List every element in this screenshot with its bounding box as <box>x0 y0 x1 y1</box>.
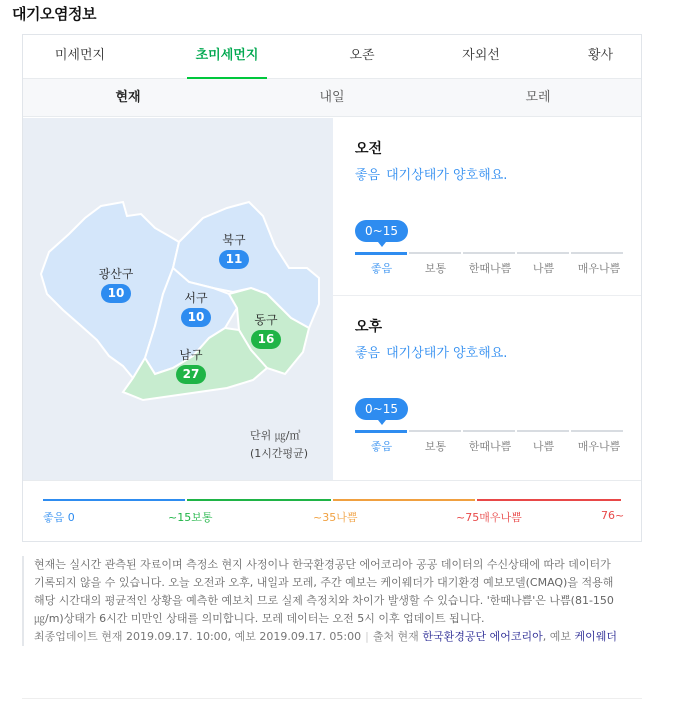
air-quality-card <box>22 34 642 542</box>
tab-today[interactable]: 현재 <box>115 90 141 105</box>
tab-fine-dust[interactable]: 미세먼지 <box>54 48 106 63</box>
grade-description: 대기상태가 양호해요. <box>386 346 508 361</box>
scale-label: 한때나쁨 <box>468 440 512 453</box>
scale-label: 매우나쁨 <box>577 262 621 275</box>
notice-text: 현재는 실시간 관측된 자료이며 측정소 현지 사정이나 한국환경공단 에어코리아 공공 데이터의 수신상태에 따라 데이터가 기록되지 않을 수 있습니다. 오늘 오전과 오후, 내일과 모레, 주간 예보는 케이웨더가 대기환경 예보모델(CMAQ)을 적용해 해당 시간대의 평균적인 상황을 예측한 예보치 므로 실제 측정치와 차이가 발생할 수 있습니다. '한때나쁨'은 나쁨(81-150㎍/m)상태가 6시간 미만인 상태를 의미합니다. 모레 데이터는 오전 5시 이후 업데이트 됩니다. <box>34 558 614 625</box>
legend-normal: ~15보통 <box>168 511 213 524</box>
scale-label: 좋음 <box>370 262 393 275</box>
status-am <box>355 164 507 183</box>
status-pm <box>355 342 507 361</box>
grade-scale-pm <box>355 430 623 432</box>
region-value-badge: 27 <box>176 365 206 384</box>
scale-label: 좋음 <box>370 440 393 453</box>
legend-line-bad <box>333 499 475 501</box>
update-time: 최종업데이트 현재 2019.09.17. 10:00, 예보 2019.09.17. 05:00 <box>34 630 362 643</box>
legend-line-very-bad <box>477 499 621 501</box>
scale-label: 보통 <box>424 262 447 275</box>
scale-segment <box>517 252 569 254</box>
grade-label: 좋음 <box>355 346 381 361</box>
tab-ozone[interactable]: 오존 <box>349 48 375 63</box>
period-pm: 오후 <box>355 319 383 335</box>
region-dong[interactable] <box>241 311 291 349</box>
legend-bad: ~35나쁨 <box>313 511 358 524</box>
region-map <box>23 118 333 480</box>
region-value-badge: 11 <box>219 250 249 269</box>
scale-segment <box>355 430 407 433</box>
scale-segment <box>463 252 515 254</box>
tab-yellow-dust[interactable]: 황사 <box>587 48 614 63</box>
tab-tomorrow[interactable]: 내일 <box>319 90 345 105</box>
region-name: 광산구 <box>98 267 134 281</box>
tab-uv[interactable]: 자외선 <box>462 48 500 63</box>
unit-note <box>250 427 308 463</box>
scale-segment <box>571 430 623 432</box>
scale-segment <box>355 252 407 255</box>
scale-label: 한때나쁨 <box>468 262 512 275</box>
source-airkorea-link[interactable]: 한국환경공단 에어코리아 <box>422 630 543 643</box>
unit-average: (1시간평균) <box>250 447 309 460</box>
region-name: 서구 <box>184 291 208 305</box>
grade-label: 좋음 <box>355 168 381 183</box>
region-name: 동구 <box>254 313 278 327</box>
legend-line-normal <box>187 499 331 501</box>
concentration-legend <box>23 480 641 542</box>
forecast-source-label: , <box>542 630 550 643</box>
region-name: 남구 <box>179 348 203 362</box>
scale-label: 나쁨 <box>532 440 555 453</box>
region-value-badge: 10 <box>181 308 211 327</box>
region-seo[interactable] <box>171 289 221 327</box>
period-am: 오전 <box>355 141 383 157</box>
region-name: 북구 <box>222 233 246 247</box>
range-bubble-am: 0~15 <box>355 220 408 242</box>
divider <box>333 295 641 296</box>
scale-segment <box>463 430 515 432</box>
legend-line-good <box>43 499 185 501</box>
legend-good: 좋음 0 <box>43 511 75 524</box>
source-label: 출처 현재 <box>372 630 419 643</box>
region-value-badge: 10 <box>101 284 131 303</box>
update-info <box>34 628 622 646</box>
day-tabs <box>23 79 641 117</box>
grade-description: 대기상태가 양호해요. <box>386 168 508 183</box>
grade-scale-am <box>355 252 623 254</box>
forecast-label: 예보 <box>549 630 571 643</box>
scale-segment <box>571 252 623 254</box>
scale-segment <box>409 430 461 432</box>
scale-label: 보통 <box>424 440 447 453</box>
legend-very-bad: ~75매우나쁨 <box>456 511 522 524</box>
scale-segment <box>517 430 569 432</box>
scale-segment <box>409 252 461 254</box>
region-nam[interactable] <box>166 346 216 384</box>
scale-label: 나쁨 <box>532 262 555 275</box>
data-notice <box>22 556 622 646</box>
region-gwangsan[interactable] <box>91 265 141 303</box>
page-title: 대기오염정보 <box>12 5 96 23</box>
separator: | <box>365 630 369 643</box>
region-buk[interactable] <box>209 231 259 269</box>
scale-label: 매우나쁨 <box>577 440 621 453</box>
range-bubble-pm: 0~15 <box>355 398 408 420</box>
tab-ultrafine-dust[interactable]: 초미세먼지 <box>187 35 267 79</box>
legend-max: 76~ <box>601 509 625 522</box>
unit-label: 단위 ㎍/㎥ <box>250 429 301 442</box>
tab-day-after[interactable]: 모레 <box>525 90 551 105</box>
pollutant-tabs <box>23 35 641 79</box>
bottom-divider <box>22 698 642 699</box>
region-value-badge: 16 <box>251 330 281 349</box>
source-kweather-link[interactable]: 케이웨더 <box>574 630 617 643</box>
